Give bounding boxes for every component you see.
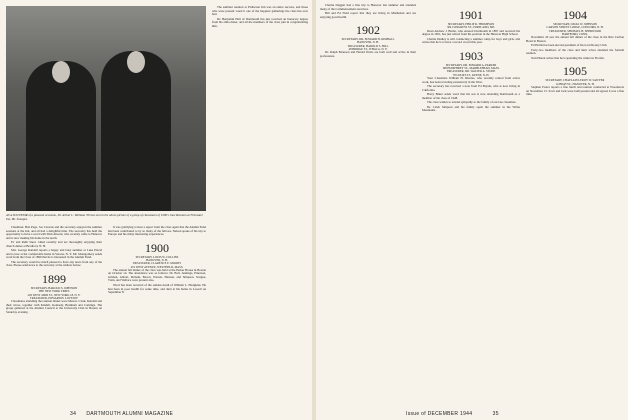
photo-face-left xyxy=(52,61,70,83)
officer-line: SECRETARY, LOUIS W. COLLINS xyxy=(135,254,179,259)
officer-line: HANOVER, N. H. xyxy=(146,257,168,262)
left-col-3 xyxy=(212,6,308,404)
officer-line: SECRETARY, PHILIP R. THOMPSON xyxy=(447,22,495,26)
paragraph: Harry Baker sends word that his son is now attending Dartmouth as a member of the class of 1948. xyxy=(422,92,520,100)
photo-caption: AS A SOUVENIR of a pleasant occasion, Dr. Arthur L. Wellman '00 has sent in the above picture of a group of classmates of 1900's June Reunion at Fishwater Inn, Mt. Sunapee. xyxy=(6,213,203,221)
officer-line: TREASURER, DR. WALTER A. STONE xyxy=(446,69,496,74)
paragraph: Tom Hazen writes that he is spending the winter in Florida. xyxy=(531,55,605,60)
officer-line: TREASURER, SHUBAEL H. SHERWOOD xyxy=(548,28,601,33)
paragraph: Dr. Caleb Simpson and his family spent the summer in the White Mountains. xyxy=(422,104,520,113)
class-year-heading: 1900 xyxy=(145,240,169,255)
officer-line: SECRETARY, OZIAS W. JOHNSON xyxy=(553,22,597,26)
right-folio xyxy=(406,411,499,417)
officer-line: SECRETARY, DR. EDWARD H. KIMBALL xyxy=(341,37,395,42)
paragraph: Ed Hollis has been elected president of his local Rotary Club. xyxy=(531,43,608,48)
officer-line: TREASURER, EDWARD H. LOVEJOY xyxy=(30,295,78,300)
paragraph: Word has been received of the sudden death of William L. Hodgkins. He had been in poor health for some time, and died at his home in Lowell on September 8. xyxy=(108,283,206,295)
paragraph: The class wishes to extend sympathy to the family of our late classmate. xyxy=(427,100,517,105)
officer-line: HARTFORD, CONN. xyxy=(562,31,588,36)
right-col-3 xyxy=(526,4,624,402)
page-number: 34 xyxy=(70,411,77,417)
officer-line: 304 CONGRESS ST., PORTLAND, ME. xyxy=(447,25,495,30)
right-page xyxy=(316,0,628,420)
paragraph: Mrs. George Randall reports a happy and busy summer at Lake Placid and is now at her comfortable home in Verona, N. Y. Mr. Montgomery sends word from the Class of 1899 that he is interested in the Alumni Fund. xyxy=(6,248,102,260)
officer-line: TREASURER, CLARENCE E. MOODY xyxy=(132,261,182,266)
paragraph: Bill and Ed Field report that they are living in Manhattan and are enjoying good health. xyxy=(320,11,416,19)
class-year-heading: 1901 xyxy=(459,8,483,22)
paragraph: Dean Andrew J. Butler, who entered Dartmouth in 1897 and received his degree in 1901, has just retired from his position in the Hanover High School. xyxy=(422,28,520,37)
paragraph: The secretary would be much pleased to have any news from any of the class. Please send news to the secretary at the address below. xyxy=(6,259,102,268)
left-folio xyxy=(70,411,173,417)
officer-line: THE NEW YORK TIMES xyxy=(38,289,70,294)
left-col-2 xyxy=(108,226,206,404)
right-col-2 xyxy=(422,4,520,402)
paragraph: Classmates attending the reunion dinner were Messrs. Clark, Kendall and their wives, together with Kindall, Kennedy, Burnham and Comings. The group gathered at the Alumni Council at the University Club in Boston on Saturday evening. xyxy=(6,299,102,314)
paragraph: Ev and Ruth Snow called recently and are thoroughly enjoying their church duties at Bradford, N. H. xyxy=(6,240,102,248)
paragraph: Chauffeur. Bob Page, Joe Carsons and the secretary enjoyed the summer sessions at the Inn, and all had a delightful time. The secretary has held the opportunity to have a word with Dick Ahearn, who recently came to Hanover and is now making his home in the north. xyxy=(6,226,102,240)
photo-figure-right xyxy=(101,51,171,211)
right-col-1 xyxy=(320,4,416,402)
paragraph: The annual fall dinner of the class was held at the Parker House in Boston on October 14. The attendance was as follows: Dr. Ball, Jennings, Emerson, Gilman, Abbott, Putnam, Bacon, Warren, Hanson, and Simpson. Tongue, Train, and Wallace were present also. xyxy=(108,267,206,283)
class-year-heading: 1904 xyxy=(563,8,587,22)
issue-date: Issue of DECEMBER 1944 xyxy=(406,411,473,417)
page-number: 35 xyxy=(492,411,499,417)
officer-line: SECRETARY, HAROLD S. JOHNSON xyxy=(30,286,78,291)
class-photo xyxy=(6,6,206,211)
paragraph: Dr. Benjamin Hall of Dartmouth has just received an honorary degree from his alma mater, and all the members of the class join in congratulating him. xyxy=(212,16,308,28)
officer-line: 48 BRIDGE ST., ITHACA, N. Y. xyxy=(348,47,388,52)
paragraph: Dr. Ralph Emerson and Harold Davis are both well and active in their professions. xyxy=(320,50,416,58)
paragraph: It was gratifying to hear a report from the class agent that the Alumni Fund had been contributed to by so many of the fellows. Nelson spoke of his trip to Europe and his many interesting experiences. xyxy=(108,226,206,237)
class-year-heading: 1905 xyxy=(563,64,587,79)
paragraph: Stephen Foster reports a fine lunch and reunion conducted at Woodstock on November 15. Scott and Jack were both present and all agreed it was a fine time. xyxy=(526,85,624,97)
paragraph: The secretary has received a note from Ed Bryant, who is now living in California. xyxy=(422,84,520,92)
officer-line: 78 COURT ST., KEENE, N. H. xyxy=(452,72,490,77)
paragraph: The summer reunion at Fishwater Inn was an entire success, and those who were present voted it one of the happiest gatherings the class has ever had. xyxy=(212,6,308,17)
officer-line: SECRETARY, CHAPLAIN LEROY W. SAWYER xyxy=(545,78,605,83)
officer-line: 198 HUMPHREY ST., MARBLEHEAD, MASS. xyxy=(442,66,500,71)
class-year-heading: 1903 xyxy=(459,48,483,63)
officer-line: CARSON STREET LODGE, CONCORD, N. H. xyxy=(546,25,604,30)
photo-face-right xyxy=(127,51,145,73)
photo-figure-left xyxy=(26,61,96,211)
paragraph: Your Classmate William H. Rhodes, who recently retired from active work, has been traveling extensively in the West. xyxy=(422,75,520,84)
paragraph: Forty-two members of the class and their wives attended the fortieth reunion. xyxy=(526,47,624,56)
left-col-1 xyxy=(6,226,102,404)
officer-line: SECRETARY, DR. EDWARD A. PARKER xyxy=(445,62,497,67)
class-year-heading: 1902 xyxy=(356,23,380,38)
officer-line: HANOVER, N. H. xyxy=(357,40,379,45)
paragraph: November 20 saw the annual fall dinner of the class in the Ritz Carlton Hotel in Boston. xyxy=(526,35,624,43)
paragraph: Charlie Daggett had a fine trip to Hanover last summer and attended many of the Commencement exercises. xyxy=(320,4,416,11)
officer-line: TREASURER, HAROLD S. HILL xyxy=(347,43,389,48)
officer-line: 201 WEST AVENUE, WESTFIELD, MASS. xyxy=(130,264,184,269)
officer-line: 14 HIGH ST., HANOVER, N. H. xyxy=(555,81,595,86)
left-page xyxy=(0,0,312,420)
magazine-title: DARTMOUTH ALUMNI MAGAZINE xyxy=(86,411,174,417)
officer-line: 229 WEST 43RD ST., NEW YORK 18, N. Y. xyxy=(27,292,81,297)
class-year-heading: 1899 xyxy=(42,272,66,287)
paragraph: Charlie Dudley is still conducting a summer camp for boys and girls, and writes that he is to have a record crowd this year. xyxy=(422,36,520,45)
